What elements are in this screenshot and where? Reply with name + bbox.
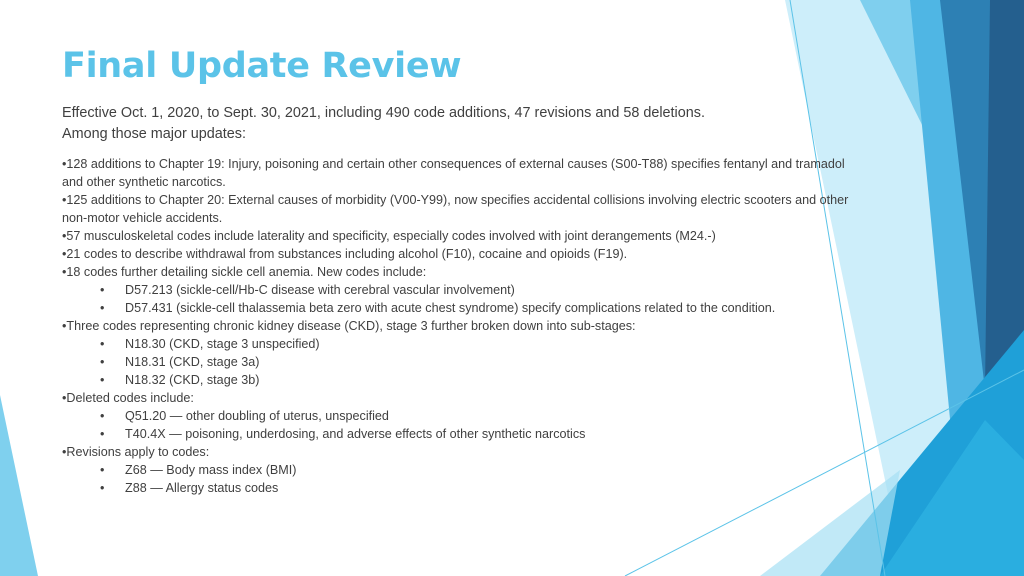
slide-title: Final Update Review <box>62 46 462 86</box>
sub-bullet-marker: • <box>100 463 105 477</box>
bullet-text: 125 additions to Chapter 20: External causes of morbidity (V00-Y99), now specifies accidental collisions involving electric scooters and other non-motor vehicle accidents. <box>62 193 849 225</box>
bullet-text: Three codes representing chronic kidney disease (CKD), stage 3 further broken down into sub-stages: <box>66 319 636 333</box>
sub-bullet-text: N18.32 (CKD, stage 3b) <box>125 373 260 387</box>
sub-bullet-marker: • <box>100 283 105 297</box>
bullet-text: 18 codes further detailing sickle cell anemia. New codes include: <box>66 265 427 279</box>
list-item <box>62 317 862 335</box>
intro-text <box>62 103 802 145</box>
intro-line-2: Among those major updates: <box>62 126 246 142</box>
sub-bullet-text: Z88 — Allergy status codes <box>125 481 279 495</box>
sub-bullet-text: D57.431 (sickle-cell thalassemia beta zero with acute chest syndrome) specify complications related to the condition. <box>125 301 776 315</box>
list-item <box>62 191 862 227</box>
sub-list-item <box>62 281 862 299</box>
sub-list-item <box>62 425 862 443</box>
bullet-text: 21 codes to describe withdrawal from substances including alcohol (F10), cocaine and opioids (F19). <box>66 247 628 261</box>
sub-bullet-text: T40.4X — poisoning, underdosing, and adverse effects of other synthetic narcotics <box>125 427 586 441</box>
list-item <box>62 245 862 263</box>
bullet-text: Revisions apply to codes: <box>66 445 210 459</box>
bullet-text: Deleted codes include: <box>66 391 194 405</box>
sub-list-item <box>62 461 862 479</box>
list-item <box>62 443 862 461</box>
bullet-text: 128 additions to Chapter 19: Injury, poisoning and certain other consequences of external causes (S00-T88) specifies fentanyl and tramadol and other synthetic narcotics. <box>62 157 845 189</box>
bullet-marker: • <box>62 247 67 261</box>
sub-list-item <box>62 479 862 497</box>
list-item <box>62 263 862 281</box>
bullet-list <box>62 155 862 497</box>
list-item <box>62 227 862 245</box>
sub-bullet-marker: • <box>100 409 105 423</box>
sub-list-item <box>62 335 862 353</box>
list-item <box>62 389 862 407</box>
bullet-marker: • <box>62 193 67 207</box>
sub-bullet-marker: • <box>100 427 105 441</box>
bullet-marker: • <box>62 229 67 243</box>
sub-bullet-text: D57.213 (sickle-cell/Hb-C disease with cerebral vascular involvement) <box>125 283 515 297</box>
sub-bullet-marker: • <box>100 373 105 387</box>
list-item <box>62 155 862 191</box>
sub-list-item <box>62 371 862 389</box>
bullet-text: 57 musculoskeletal codes include laterality and specificity, especially codes involved with joint derangements (M24.-) <box>66 229 716 243</box>
bullet-marker: • <box>62 157 67 171</box>
sub-bullet-text: N18.31 (CKD, stage 3a) <box>125 355 260 369</box>
bullet-marker: • <box>62 445 67 459</box>
sub-bullet-text: Z68 — Body mass index (BMI) <box>125 463 297 477</box>
sub-bullet-marker: • <box>100 481 105 495</box>
bullet-marker: • <box>62 391 67 405</box>
intro-line-1: Effective Oct. 1, 2020, to Sept. 30, 2021, including 490 code additions, 47 revisions and 58 deletions. <box>62 105 705 121</box>
sub-bullet-marker: • <box>100 355 105 369</box>
left-edge-shape <box>0 395 38 576</box>
sub-list-item <box>62 407 862 425</box>
sub-list-item <box>62 299 862 317</box>
right-facet-deep <box>985 0 1024 390</box>
sub-bullet-marker: • <box>100 301 105 315</box>
bullet-marker: • <box>62 265 67 279</box>
bullet-marker: • <box>62 319 67 333</box>
sub-bullet-marker: • <box>100 337 105 351</box>
sub-bullet-text: Q51.20 — other doubling of uterus, unspecified <box>125 409 389 423</box>
sub-bullet-text: N18.30 (CKD, stage 3 unspecified) <box>125 337 320 351</box>
sub-list-item <box>62 353 862 371</box>
